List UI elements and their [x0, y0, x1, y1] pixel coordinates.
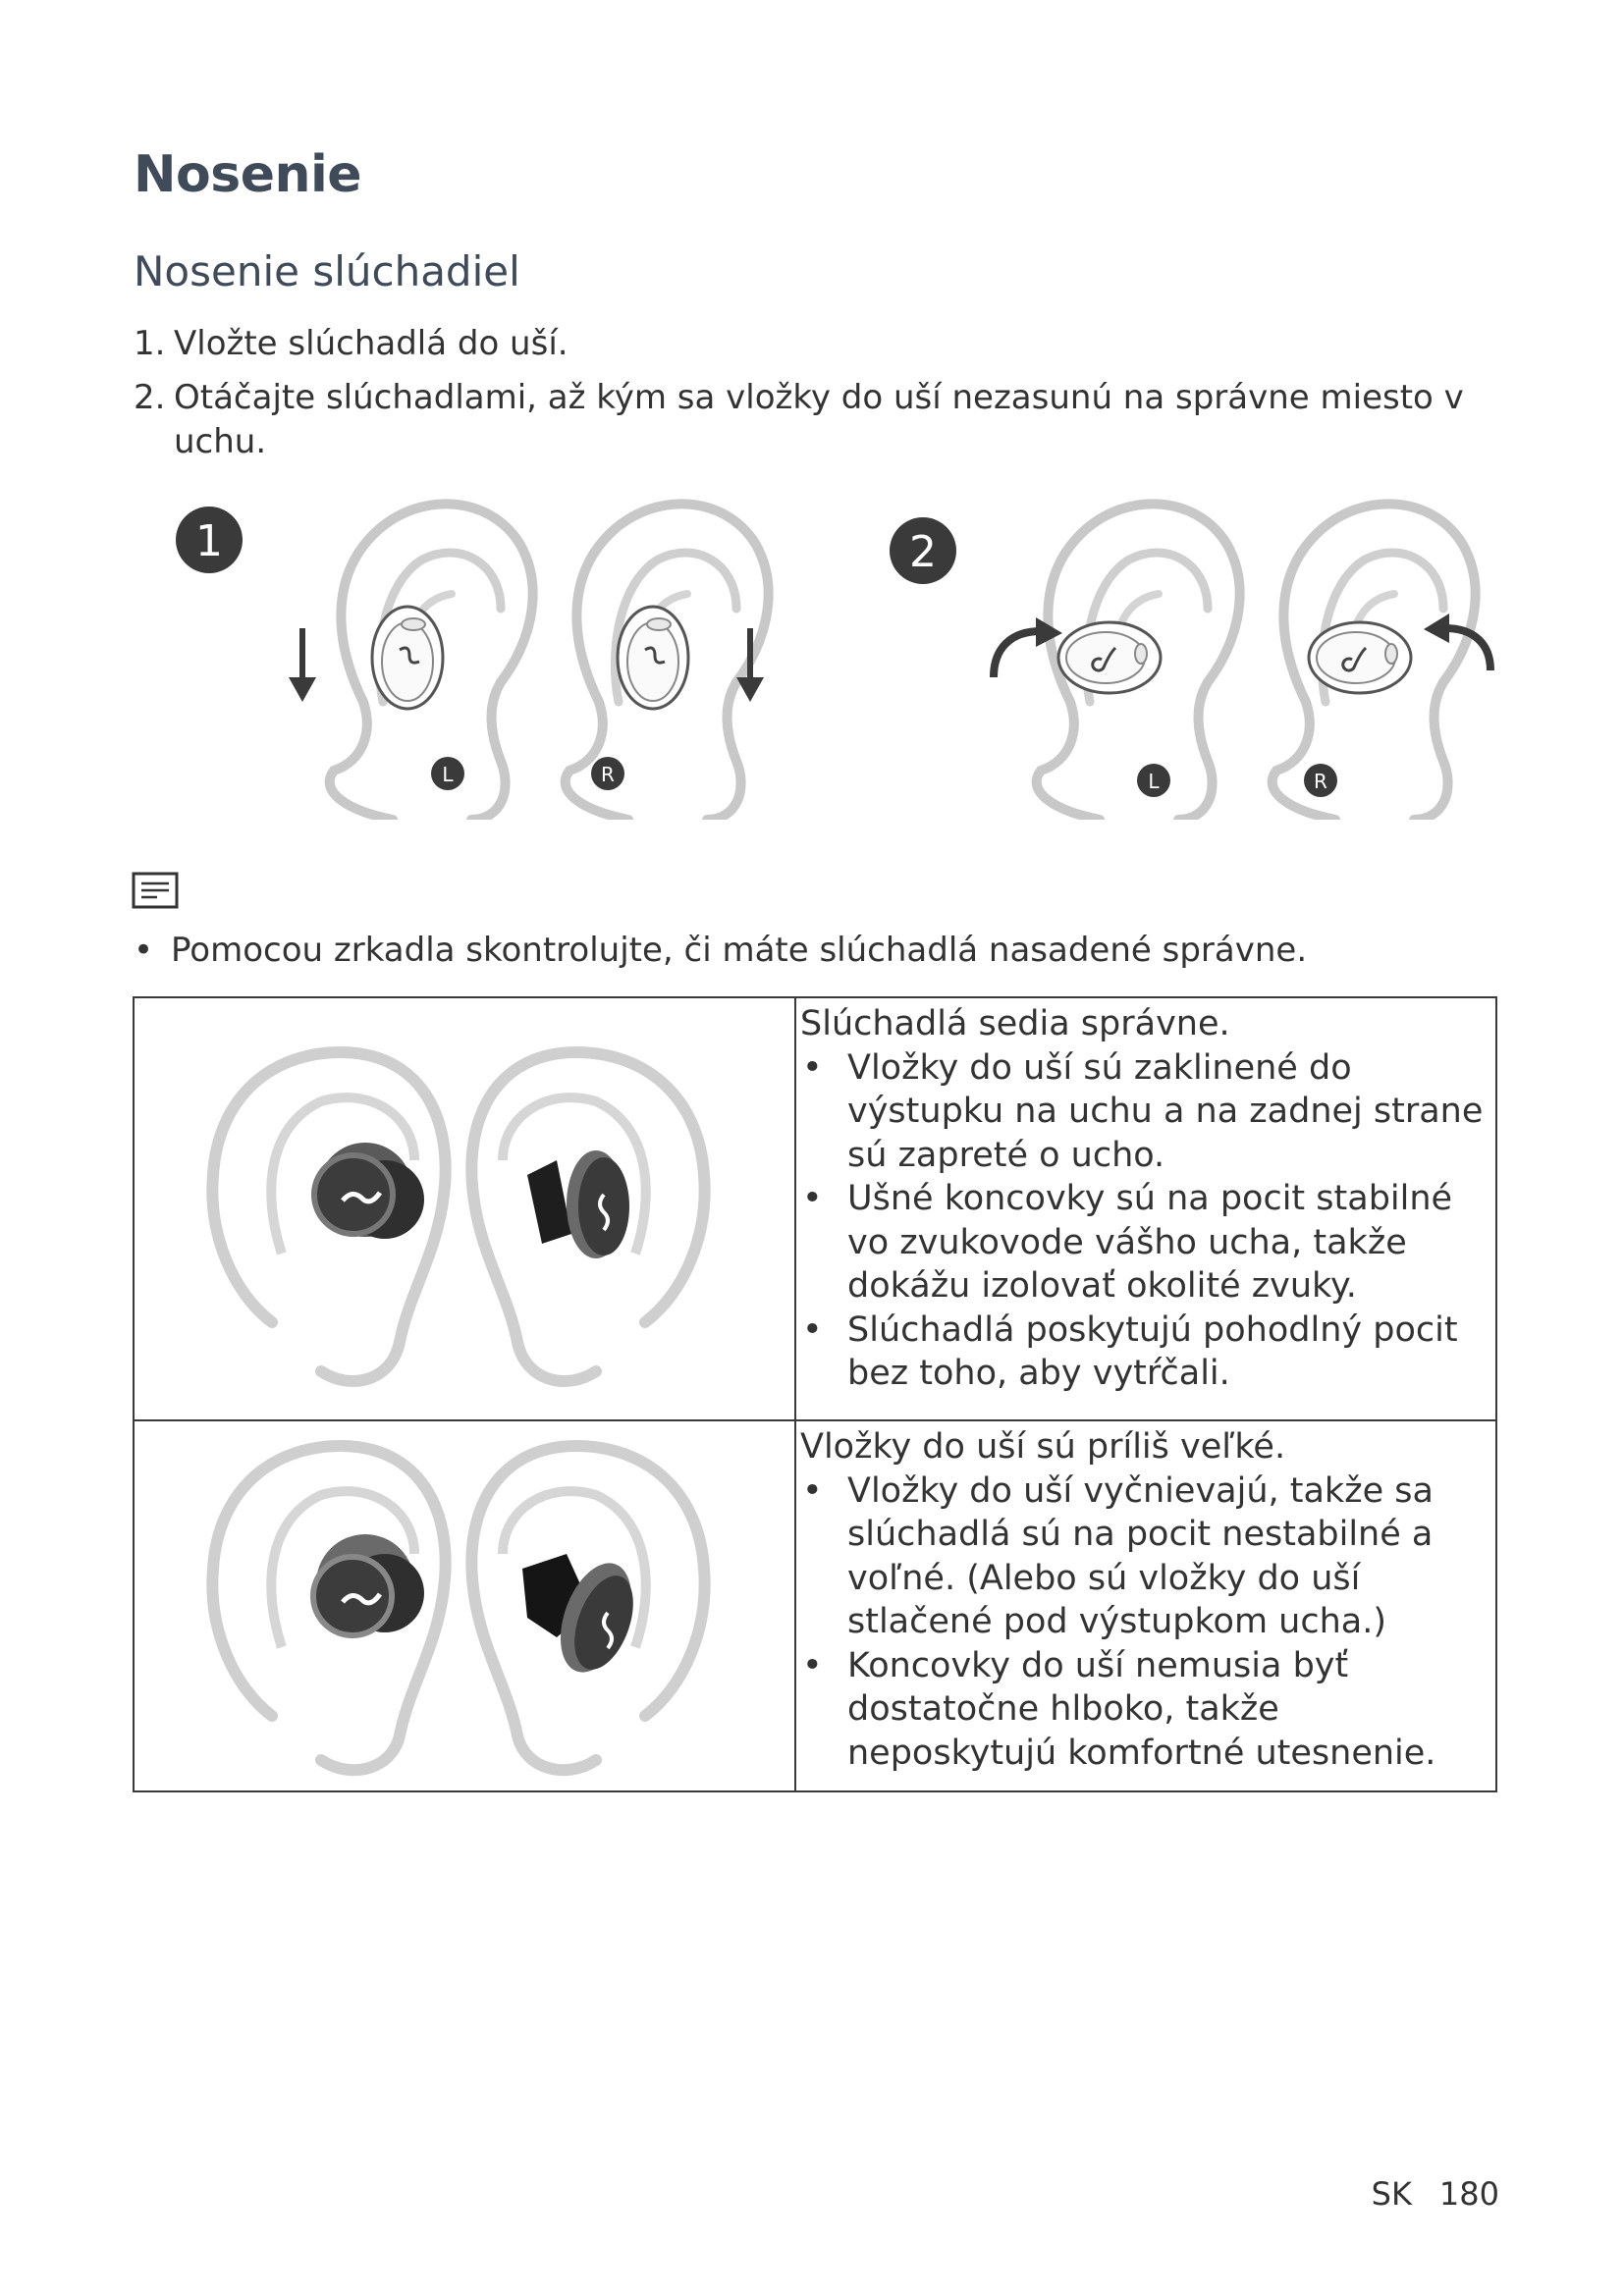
arrow-down-icon — [289, 628, 316, 702]
ear-right-icon — [471, 1446, 704, 1770]
right-label-badge — [1304, 764, 1337, 797]
right-label-badge — [591, 757, 624, 790]
section-title: Nosenie slúchadiel — [134, 247, 520, 295]
correct-fit-title: Slúchadlá sedia správne. — [800, 1004, 1230, 1043]
table-row — [134, 1420, 1496, 1791]
language-code: SK — [1371, 2175, 1412, 2213]
ear-left-icon — [212, 1052, 445, 1381]
step-number: 1. — [134, 324, 166, 363]
list-item: • Vložky do uší sú zaklinené do výstupku na uchu a na zadnej strane sú zapreté o ucho. — [800, 1046, 1495, 1178]
list-item: • Ušné koncovky sú na pocit stabilné vo zvukovode vášho ucha, takže dokážu izolovať okolité zvuky. — [800, 1177, 1495, 1308]
correct-fit-image-cell — [134, 997, 795, 1420]
step-number: 2. — [134, 378, 166, 417]
too-large-image-cell — [134, 1420, 795, 1791]
list-item: • Koncovky do uší nemusia byť dostatočne hlboko, takže neposkytujú komfortné utesnenie. — [800, 1644, 1495, 1776]
too-large-bullets — [800, 1469, 1495, 1776]
table-row — [134, 997, 1496, 1420]
page-number: 180 — [1438, 2175, 1499, 2213]
steps-list — [134, 322, 1508, 474]
svg-text:L: L — [442, 763, 454, 786]
ear-right-icon — [471, 1052, 704, 1381]
earbud-right-icon — [618, 607, 688, 709]
earbud-right-icon — [1309, 622, 1411, 693]
step-item — [134, 376, 1508, 464]
left-label-badge — [431, 757, 464, 790]
correct-fit-description-cell — [795, 997, 1496, 1420]
earbud-left-icon — [1058, 622, 1161, 693]
step-2-badge — [890, 517, 956, 584]
svg-text:R: R — [601, 763, 615, 786]
step-text: Otáčajte slúchadlami, až kým sa vložky do uší nezasunú na správne miesto v uchu. — [174, 378, 1464, 461]
too-large-title: Vložky do uší sú príliš veľké. — [800, 1427, 1286, 1467]
earbud-left-icon — [372, 607, 443, 709]
page-title: Nosenie — [134, 145, 362, 204]
step-text: Vložte slúchadlá do uší. — [174, 324, 568, 363]
list-item: • Vložky do uší vyčnievajú, takže sa slúchadlá sú na pocit nestabilné a voľné. (Alebo sú vložky do uší stlačené pod výstupkom ucha.) — [800, 1469, 1495, 1644]
wearing-illustration — [167, 496, 1512, 820]
list-item: • Slúchadlá poskytujú pohodlný pocit bez toho, aby vytŕčali. — [800, 1308, 1495, 1396]
note-text-line — [134, 927, 1307, 974]
ear-left-icon — [212, 1446, 445, 1770]
fit-check-table — [133, 996, 1497, 1792]
svg-text:R: R — [1314, 770, 1327, 793]
left-label-badge — [1137, 764, 1170, 797]
note-text: Pomocou zrkadla skontrolujte, či máte slúchadlá nasadené správne. — [171, 931, 1308, 970]
too-large-illustration — [135, 1421, 794, 1787]
too-large-description-cell — [795, 1420, 1496, 1791]
svg-text:L: L — [1148, 770, 1160, 793]
step-item — [134, 322, 1508, 366]
step-1-badge — [176, 507, 243, 573]
step-2-badge-text: 2 — [909, 527, 937, 577]
bullet: • — [134, 931, 154, 970]
note-icon — [132, 872, 179, 909]
step-1-badge-text: 1 — [195, 516, 223, 566]
correct-fit-illustration — [135, 998, 794, 1415]
page-footer — [1372, 2175, 1499, 2213]
correct-fit-bullets — [800, 1046, 1495, 1396]
